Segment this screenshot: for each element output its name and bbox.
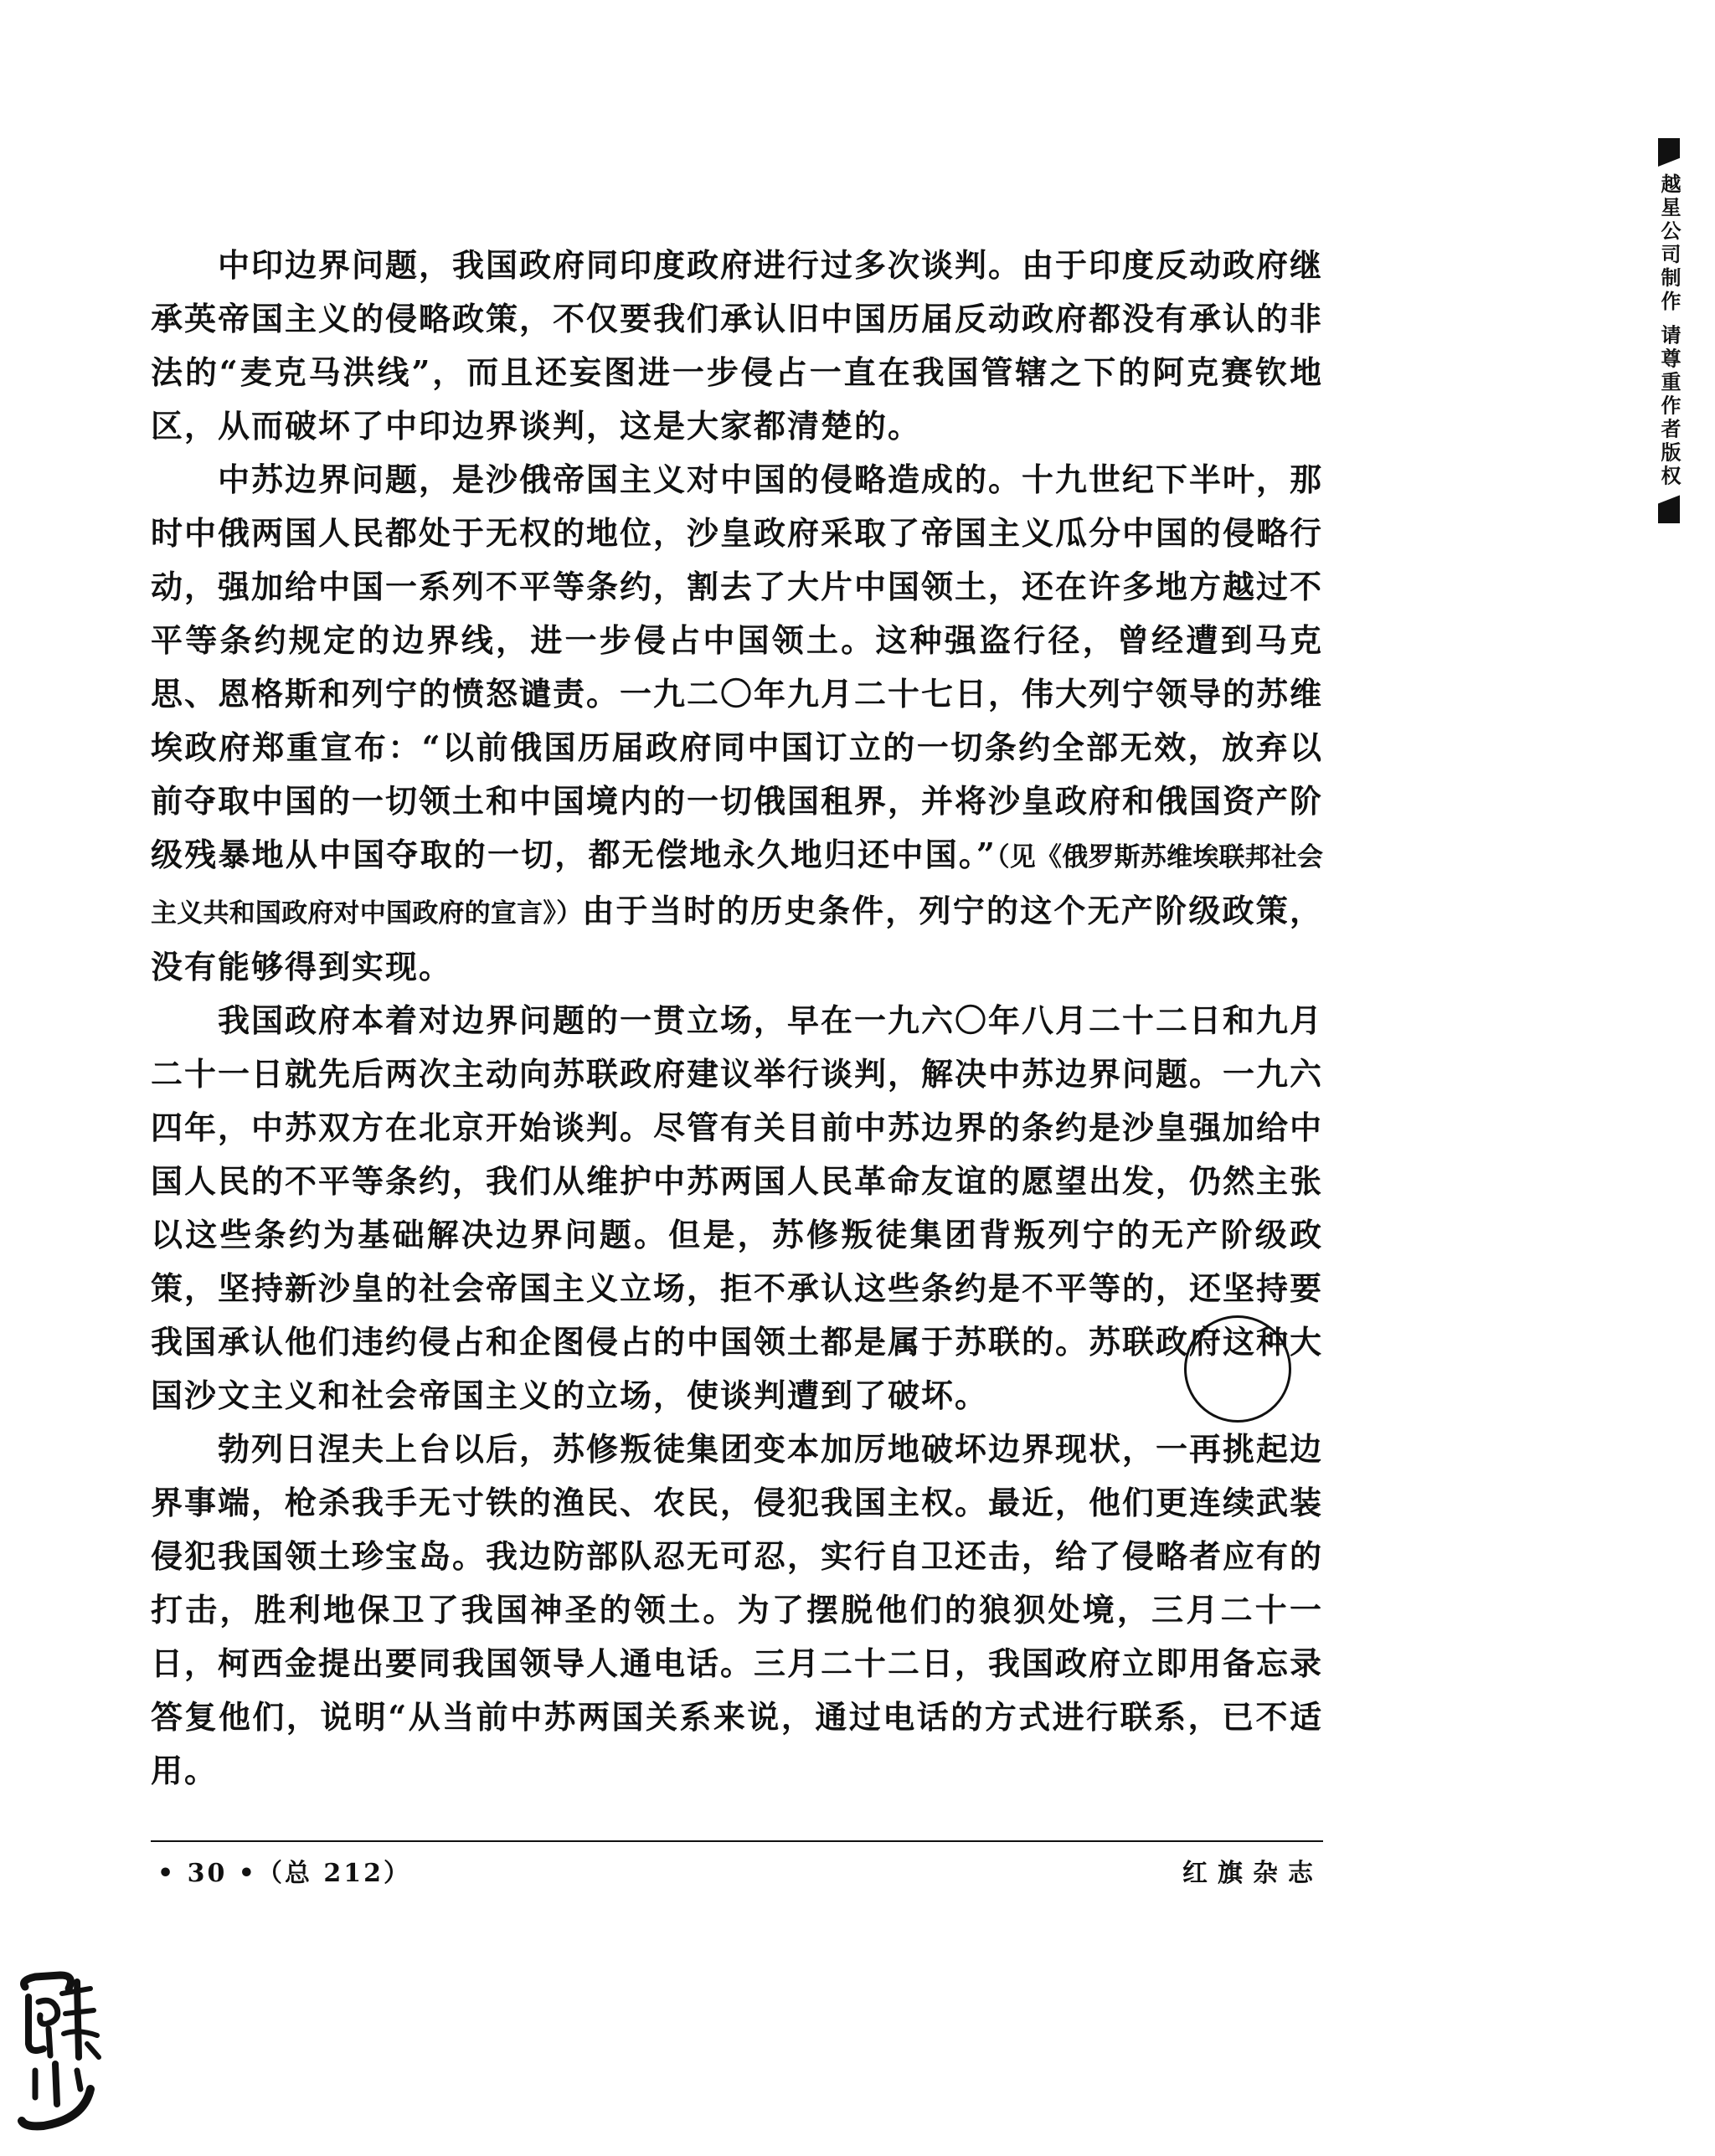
paragraph-sino-indian-border: 中印边界问题，我国政府同印度政府进行过多次谈判。由于印度反动政府继承英帝国主义的侵略政策，不仅要我们承认旧中国历届反动政府都没有承认的非法的“麦克马洪线”，而且还妄图进一步侵占一直在我国管辖之下的阿克赛钦地区，从而破坏了中印边界谈判，这是大家都清楚的。 [151,246,1324,445]
paragraph-text: 中苏边界问题，是沙俄帝国主义对中国的侵略造成的。十九世纪下半叶，那时中俄两国人民都处于无权的地位，沙皇政府采取了帝国主义瓜分中国的侵略行动，强加给中国一系列不平等条约，割去了大片中国领土，还在许多地方越过不平等条约规定的边界线，进一步侵占中国领土。这种强盗行径，曾经遭到马克思、恩格斯和列宁的愤怒谴责。一九二〇年九月二十七日，伟大列宁领导的苏维埃政府郑重宣布：“以前俄国历届政府同中国订立的一切条约全部无效，放弃以前夺取中国的一切领土和中国境内的一切俄国租界，并将沙皇政府和俄国资产阶级残暴地从中国夺取的一切，都无偿地永久地归还中国。” [151,461,1324,873]
paragraph-negotiations: 我国政府本着对边界问题的一贯立场，早在一九六〇年八月二十二日和九月二十一日就先后两次主动向苏联政府建议举行谈判，解决中苏边界问题。一九六四年，中苏双方在北京开始谈判。尽管有关目前中苏边界的条约是沙皇强加给中国人民的不平等条约，我们从维护中苏两国人民革命友谊的愿望出发，仍然主张以这些条约为基础解决边界问题。但是，苏修叛徒集团背叛列宁的无产阶级政策，坚持新沙皇的社会帝国主义立场，拒不承认这些条约是不平等的，还坚持要我国承认他们违约侵占和企图侵占的中国领土都是属于苏联的。苏联政府这种大国沙文主义和社会帝国主义的立场，使谈判遭到了破坏。 [151,1001,1324,1414]
journal-name: 红旗杂志 [1182,1859,1323,1888]
paragraph-text-continued: 由于当时的历史条件，列宁的这个无产阶级政策，没有能够得到实现。 [151,892,1323,985]
article-body [151,239,1323,1798]
calligraphy-seal-stamp [10,1963,111,2139]
banner-bar-top [1658,138,1680,167]
banner-bar-bottom [1658,495,1680,523]
page-number: • 30 •（总 212） [157,1859,412,1888]
banner-text: 越星公司制作 请尊重作者版权 [1657,173,1681,489]
copyright-side-banner [1658,138,1687,523]
footer-divider [151,1840,1323,1842]
citation-note: （见《俄罗斯苏维埃联邦社会主义共和国政府对中国政府的宣言》） [151,842,1323,929]
paragraph-sino-soviet-border [151,453,1323,994]
paragraph-brezhnev: 勃列日涅夫上台以后，苏修叛徒集团变本加厉地破坏边界现状，一再挑起边界事端，枪杀我手无寸铁的渔民、农民，侵犯我国主权。最近，他们更连续武装侵犯我国领土珍宝岛。我边防部队忍无可忍，实行自卫还击，给了侵略者应有的打击，胜利地保卫了我国神圣的领土。为了摆脱他们的狼狈处境，三月二十一日，柯西金提出要同我国领导人通电话。三月二十二日，我国政府立即用备忘录答复他们，说明“从当前中苏两国关系来说，通过电话的方式进行联系，已不适用。 [151,1430,1324,1789]
hand-drawn-circle-mark [1184,1315,1291,1423]
